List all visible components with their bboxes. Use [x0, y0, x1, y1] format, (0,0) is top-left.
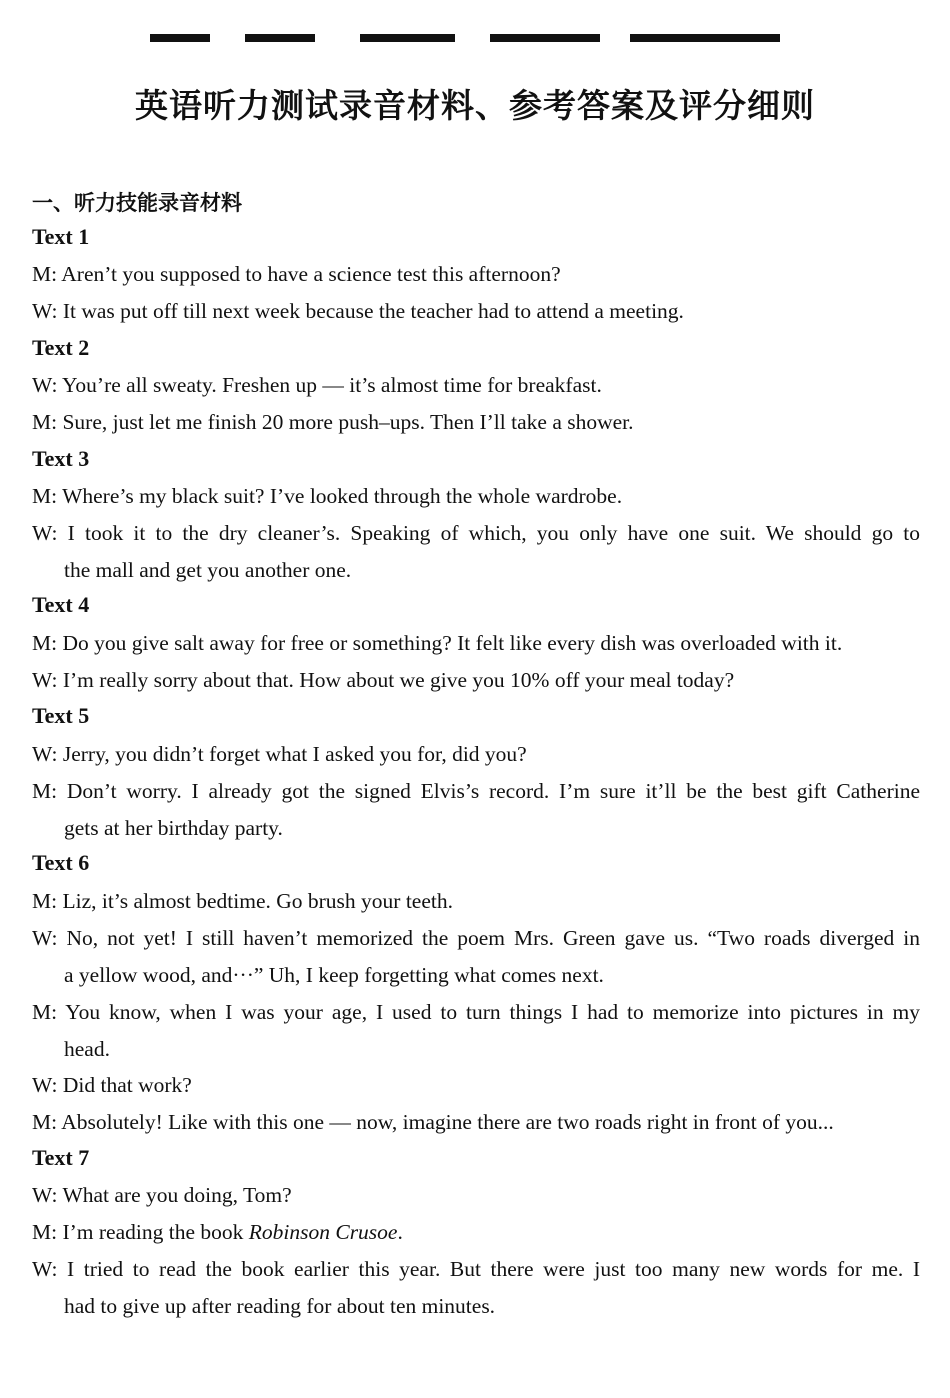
dialogue-text: . [397, 1220, 403, 1244]
dialogue-continuation: had to give up after reading for about ten minutes. [64, 1294, 496, 1318]
dialogue-text: M: I’m reading the book [32, 1220, 249, 1244]
dialogue-line: M: You know, when I was your age, I used to turn things I had to memorize into pictures in my [32, 1000, 920, 1024]
dialogue-line: W: Jerry, you didn’t forget what I asked you for, did you? [32, 742, 527, 766]
dialogue-continuation: a yellow wood, and···” Uh, I keep forgetting what comes next. [64, 963, 604, 987]
dialogue-line: M: Aren’t you supposed to have a science test this afternoon? [32, 262, 561, 286]
dialogue-line: W: It was put off till next week because the teacher had to attend a meeting. [32, 299, 684, 323]
dialogue-line: W: I’m really sorry about that. How about we give you 10% off your meal today? [32, 668, 735, 692]
dialogue-line: W: No, not yet! I still haven’t memorized the poem Mrs. Green gave us. “Two roads diverged in [32, 926, 920, 950]
dialogue-continuation: gets at her birthday party. [64, 816, 283, 840]
text-heading: Text 6 [32, 850, 90, 875]
dialogue-line: M: Absolutely! Like with this one — now, imagine there are two roads right in front of you... [32, 1110, 834, 1134]
section-heading: 一、听力技能录音材料 [32, 191, 242, 215]
text-heading: Text 4 [32, 592, 90, 617]
dialogue-line: M: Sure, just let me finish 20 more push–ups. Then I’ll take a shower. [32, 410, 634, 434]
dialogue-line: W: You’re all sweaty. Freshen up — it’s almost time for breakfast. [32, 373, 602, 397]
text-heading: Text 1 [32, 224, 90, 249]
book-title: Robinson Crusoe [248, 1220, 398, 1244]
cropped-previous-line [150, 34, 790, 42]
dialogue-continuation: the mall and get you another one. [64, 558, 352, 582]
dialogue-line: W: What are you doing, Tom? [32, 1183, 292, 1207]
page-title: 英语听力测试录音材料、参考答案及评分细则 [135, 86, 815, 125]
text-heading: Text 5 [32, 703, 90, 728]
dialogue-line: M: Liz, it’s almost bedtime. Go brush your teeth. [32, 889, 453, 913]
dialogue-line: W: I took it to the dry cleaner’s. Speaking of which, you only have one suit. We should go to [32, 521, 920, 545]
dialogue-line: W: Did that work? [32, 1073, 192, 1097]
text-heading: Text 7 [32, 1145, 90, 1170]
dialogue-line: W: I tried to read the book earlier this year. But there were just too many new words for me. I [32, 1257, 920, 1281]
dialogue-line [32, 1219, 920, 1245]
text-heading: Text 2 [32, 335, 90, 360]
dialogue-line: M: Where’s my black suit? I’ve looked through the whole wardrobe. [32, 484, 623, 508]
text-heading: Text 3 [32, 446, 90, 471]
dialogue-continuation: head. [64, 1037, 110, 1061]
dialogue-line: M: Don’t worry. I already got the signed Elvis’s record. I’m sure it’ll be the best gift Catherine [32, 779, 920, 803]
dialogue-line: M: Do you give salt away for free or something? It felt like every dish was overloaded with it. [32, 631, 843, 655]
